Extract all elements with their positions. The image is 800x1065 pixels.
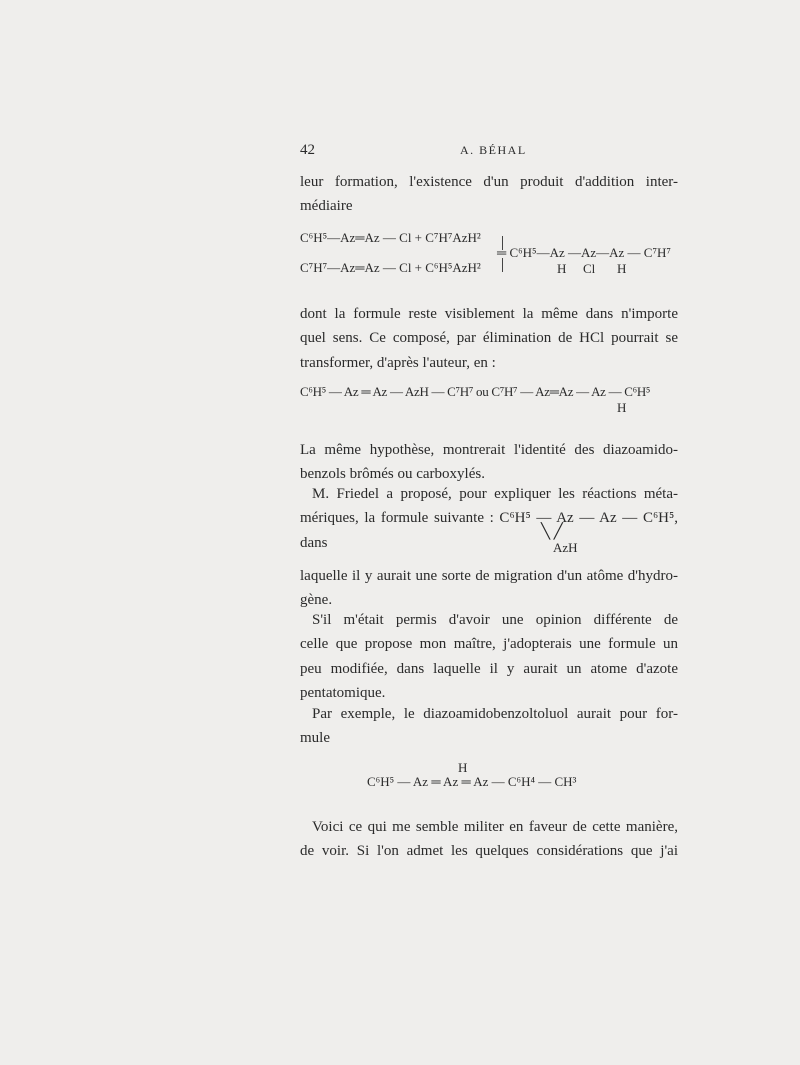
text-line: benzols brômés ou carboxylés. bbox=[300, 466, 485, 483]
text-line: pentatomique. bbox=[300, 685, 386, 702]
text-line: mériques, la formule suivante : C⁶H⁵ — Az — Az — C⁶H⁵, dans bbox=[300, 510, 678, 551]
text-line: transformer, d'après l'auteur, en : bbox=[300, 354, 496, 371]
running-title: A. BÉHAL bbox=[460, 143, 527, 157]
paragraph bbox=[300, 438, 678, 487]
formula-sub-h: H bbox=[617, 400, 627, 415]
text-line: gène. bbox=[300, 592, 333, 609]
formula-branch: ╲ ╱ bbox=[541, 524, 563, 540]
formula-diazoamidobenzoltoluol: C⁶H⁵ — Az ═ Az ═ Az — C⁶H⁴ — CH³ bbox=[367, 774, 577, 789]
formula-sub-h: H bbox=[557, 261, 567, 276]
paragraph bbox=[300, 608, 678, 706]
text-line: mule bbox=[300, 730, 330, 747]
text-line: Voici ce qui me semble militer en faveur de cette manière, bbox=[312, 819, 678, 835]
text-line: laquelle il y aurait une sorte de migration d'un atôme d'hydro- bbox=[300, 568, 678, 584]
formula-sub-cl: Cl bbox=[583, 261, 596, 276]
text-line: leur formation, l'existence d'un produit d'addition inter- bbox=[300, 174, 678, 190]
text-line: S'il m'était permis d'avoir une opinion différente de bbox=[312, 612, 678, 628]
formula-h: H bbox=[458, 760, 468, 775]
paragraph-continued bbox=[300, 564, 678, 613]
text-line: La même hypothèse, montrerait l'identité des diazoamido- bbox=[300, 442, 678, 458]
intro-paragraph bbox=[300, 170, 678, 219]
text-line: celle que propose mon maître, j'adopterais une formule un bbox=[300, 636, 678, 653]
formula-right: ═ C⁶H⁵—Az —Az—Az — C⁷H⁷ bbox=[497, 245, 671, 260]
text-line: peu modifiée, dans laquelle il y aurait un atome d'azote bbox=[300, 660, 678, 677]
text-line: M. Friedel a proposé, pour expliquer les réactions méta- bbox=[312, 486, 678, 502]
page-number: 42 bbox=[300, 142, 315, 158]
formula-transformation: C⁶H⁵ — Az ═ Az — AzH — C⁷H⁷ ou C⁷H⁷ — Az═Az — Az — C⁶H⁵ bbox=[300, 384, 651, 399]
text-line: médiaire bbox=[300, 198, 353, 215]
formula-top-left: C⁶H⁵—Az═Az — Cl + C⁷H⁷AzH² bbox=[300, 230, 481, 245]
text-line: quel sens. Ce composé, par élimination de HCl pourrait se bbox=[300, 330, 678, 347]
paragraph bbox=[300, 482, 678, 555]
text-line: dont la formule reste visiblement la même dans n'importe bbox=[300, 306, 678, 322]
formula-sub-h: H bbox=[617, 261, 627, 276]
paragraph bbox=[300, 815, 678, 864]
paragraph bbox=[300, 302, 678, 375]
text-line: de voir. Si l'on admet les quelques considérations que j'ai bbox=[300, 843, 678, 860]
text-line: Par exemple, le diazoamidobenzoltoluol aurait pour for- bbox=[312, 706, 678, 722]
formula-bottom-left: C⁷H⁷—Az═Az — Cl + C⁶H⁵AzH² bbox=[300, 260, 481, 275]
formula-azh: AzH bbox=[553, 540, 578, 555]
paragraph bbox=[300, 702, 678, 751]
